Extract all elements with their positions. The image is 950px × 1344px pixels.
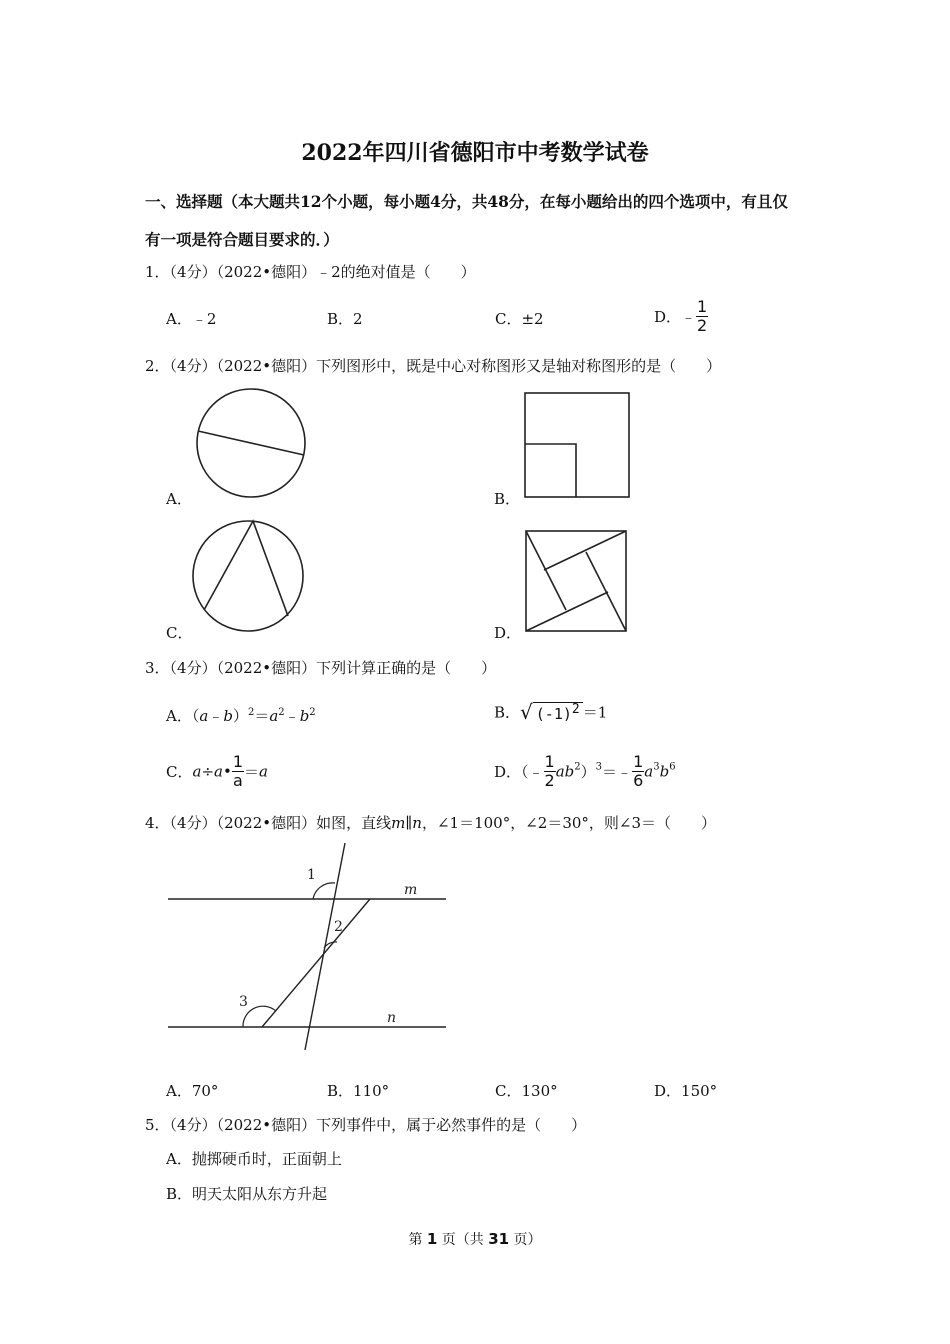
footer-pre: 第: [408, 1232, 427, 1248]
q3-d-var-ab: ab: [555, 762, 575, 781]
q4-stem-pre: 4．（4分）（2022•德阳）如图，直线: [145, 814, 392, 832]
q3-b-radicand: [533, 702, 583, 723]
q4-option-a: A．70°: [166, 1082, 219, 1100]
q2-option-d-label: D．: [494, 624, 522, 642]
q1-d-numerator: 1: [697, 297, 708, 316]
q3-d-exp3: 3: [653, 761, 660, 773]
q3-a-var-a2: a: [269, 707, 279, 725]
q3-d-fraction1: [544, 753, 556, 790]
q1-d-denominator: 2: [697, 316, 708, 335]
q2-figure-b-squares: [520, 388, 635, 503]
q3-a-var-b: b: [223, 707, 233, 725]
q1-d-fraction: [696, 298, 708, 335]
q3-b-label: B．: [494, 703, 521, 722]
q3-d-close: ）: [580, 763, 596, 781]
q3-b-exp: 2: [571, 702, 580, 717]
q1-option-d: [654, 298, 708, 335]
q3-d-numerator1: 1: [544, 752, 555, 771]
q4-figure-parallel-lines: [160, 838, 455, 1058]
q3-c-var-a1: a: [192, 762, 202, 781]
q3-d-var-b: b: [659, 762, 670, 781]
q3-c-var-a3: a: [259, 762, 268, 781]
q4-option-b: B．110°: [327, 1082, 390, 1100]
q3-c-fraction: [232, 753, 244, 790]
q3-option-d: [494, 753, 676, 790]
q3-d-label: D．: [494, 763, 522, 781]
q3-d-open: （﹣: [521, 763, 544, 781]
q3-option-b: [494, 700, 607, 724]
q3-d-eq: ＝﹣: [602, 763, 633, 781]
q3-option-c: [166, 753, 268, 790]
q3-d-var-a: a: [644, 762, 654, 781]
q5-option-a: A．抛掷硬币时，正面朝上: [166, 1150, 342, 1168]
q3-d-exp2: 3: [595, 761, 603, 773]
q1-d-prefix: D．﹣: [654, 308, 697, 326]
q3-c-div: ÷: [201, 762, 215, 781]
q2-option-c-label: C．: [166, 624, 193, 642]
q3-d-exp1: 2: [574, 761, 581, 773]
q3-a-minus2: ﹣: [284, 707, 300, 725]
q1-option-b: B．2: [327, 310, 363, 328]
q3-a-open: （: [191, 707, 200, 725]
q1-option-a: A．﹣2: [166, 310, 217, 328]
q3-a-var-b2: b: [299, 707, 310, 725]
q4-stem-m: m: [391, 814, 406, 832]
footer-post: 页）: [509, 1232, 542, 1248]
question-2-stem: 2．（4分）（2022•德阳）下列图形中，既是中心对称图形又是轴对称图形的是（ ）: [145, 357, 722, 375]
q3-d-denominator2: 6: [633, 771, 644, 790]
q2-option-a-label: A．: [166, 490, 192, 508]
q3-c-label: C．: [166, 763, 193, 781]
angle-3-label: 3: [239, 994, 248, 1010]
q4-option-c: C．130°: [495, 1082, 558, 1100]
q2-figure-a-circle-chord: [190, 385, 310, 505]
question-1-stem: 1．（4分）（2022•德阳）﹣2的绝对值是（ ）: [145, 263, 476, 281]
q4-option-d: D．150°: [654, 1082, 718, 1100]
footer-total-pages: 31: [488, 1230, 510, 1248]
q5-option-b: B．明天太阳从东方升起: [166, 1185, 328, 1203]
slanted-line: [262, 899, 370, 1027]
angle-1-arc: [313, 883, 335, 899]
q3-d-denominator1: 2: [544, 771, 555, 790]
q3-option-a: [166, 705, 316, 726]
q4-stem-post: ，∠1＝100°，∠2＝30°，则∠3＝（ ）: [421, 814, 717, 832]
section-heading-line1: 一、选择题（本大题共12个小题，每小题4分，共48分，在每小题给出的四个选项中，有且仅: [145, 192, 788, 211]
q2-figure-d-pinwheel-square: [520, 526, 632, 636]
line-n-label: n: [387, 1010, 397, 1026]
q3-b-sqrt: [520, 700, 583, 724]
q3-a-exp: 2: [247, 707, 255, 718]
question-5-stem: 5．（4分）（2022•德阳）下列事件中，属于必然事件的是（ ）: [145, 1116, 587, 1134]
q4-stem-parallel: ∥: [405, 814, 413, 832]
page-footer: [0, 1229, 950, 1249]
q3-c-denominator: a: [233, 771, 243, 790]
q3-c-numerator: 1: [232, 752, 244, 771]
q3-a-eq: ＝: [254, 707, 270, 725]
q3-a-close: ）: [232, 707, 248, 725]
footer-mid: 页（共: [437, 1232, 489, 1248]
q4-stem-n: n: [412, 814, 422, 832]
q3-b-eq: ＝1: [582, 703, 608, 722]
angle-2-label: 2: [334, 919, 343, 935]
q3-a-var-a: a: [199, 707, 209, 725]
page-title: 2022年四川省德阳市中考数学试卷: [301, 140, 649, 166]
angle-1-label: 1: [307, 867, 316, 883]
footer-page-number: 1: [426, 1230, 438, 1248]
q3-a-exp3: 2: [309, 707, 316, 718]
section-heading-line2: 有一项是符合题目要求的．）: [145, 230, 339, 249]
q3-d-numerator2: 1: [633, 752, 644, 771]
q3-d-fraction2: [632, 753, 644, 790]
q3-d-exp4: 6: [669, 761, 676, 773]
sqrt-radical-icon: √: [520, 700, 533, 724]
q2-option-b-label: B．: [494, 490, 521, 508]
q2-figure-c-circle-triangle: [190, 515, 310, 637]
q1-option-c: C．±2: [495, 310, 544, 328]
q3-a-minus: ﹣: [208, 707, 224, 725]
question-4-stem: [145, 812, 716, 833]
q3-a-label: A．: [166, 707, 192, 725]
q3-c-dot: •: [222, 762, 232, 781]
question-3-stem: 3．（4分）（2022•德阳）下列计算正确的是（ ）: [145, 659, 497, 677]
q3-b-radicand-text: (-1): [535, 705, 572, 723]
line-m-label: m: [404, 882, 418, 898]
q3-a-exp2: 2: [278, 707, 285, 718]
q3-c-eq: ＝: [244, 763, 260, 781]
q3-c-var-a2: a: [214, 762, 223, 781]
